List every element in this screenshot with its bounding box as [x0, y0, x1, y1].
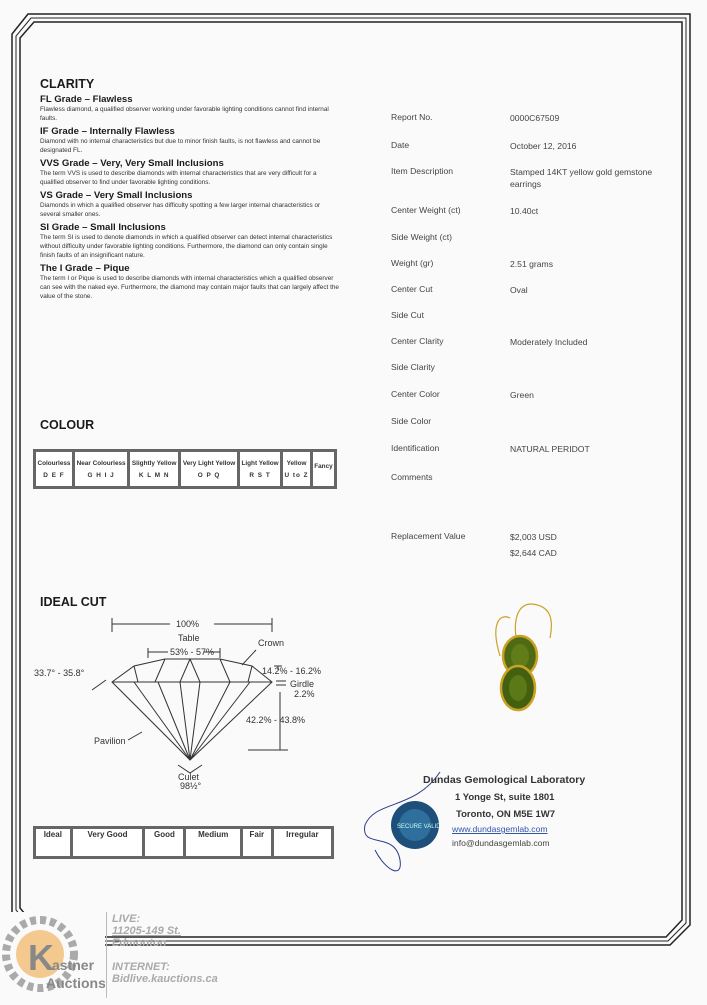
report-field-label: Identification	[391, 443, 440, 453]
auction-city: Edmonton	[112, 937, 167, 949]
colour-grade-letters: G H I J	[87, 471, 115, 479]
report-field-label: Side Weight (ct)	[391, 232, 452, 242]
lab-name: Dundas Gemological Laboratory	[423, 774, 586, 786]
report-field-label: Center Weight (ct)	[391, 205, 461, 215]
diameter-label: 100%	[176, 619, 200, 629]
cut-grade-cell: Medium	[186, 829, 240, 856]
colour-grade-name: Colourless	[37, 459, 71, 467]
clarity-grade-heading: The I Grade – Pique	[40, 263, 130, 274]
replacement-cad: $2,644 CAD	[510, 548, 557, 558]
report-field-value: Moderately Included	[510, 337, 588, 347]
clarity-grade-heading: FL Grade – Flawless	[40, 94, 133, 105]
report-field-label: Weight (gr)	[391, 258, 434, 268]
replacement-usd: $2,003 USD	[510, 532, 557, 542]
colour-grade-name: Yellow	[286, 459, 307, 467]
girdle-label: Girdle	[290, 679, 315, 689]
lab-address-line2: Toronto, ON M5E 1W7	[456, 809, 556, 820]
table-range: 53% - 57%	[170, 647, 215, 657]
earrings-photo	[470, 598, 570, 723]
pavilion-label: Pavilion	[94, 736, 126, 746]
colour-grade-cell	[240, 452, 280, 486]
replacement-value-label: Replacement Value	[391, 531, 466, 541]
footer-divider	[106, 912, 107, 998]
clarity-grade-description: The term SI is used to denote diamonds in which a qualified observer can detect internal characteristics without difficulty under favorable lighting conditions. Furthermore, the diamond can only contain single finish faults of an insignificant nature.	[40, 234, 333, 259]
colour-grade-cell	[313, 452, 334, 486]
colour-grade-cell	[75, 452, 127, 486]
svg-text:K: K	[28, 937, 54, 978]
colour-grade-letters: R S T	[249, 471, 271, 479]
kastner-logo	[0, 912, 105, 1000]
colour-grade-letters: K L M N	[138, 471, 170, 479]
table-label: Table	[178, 633, 200, 643]
cut-grade-cell: Ideal	[36, 829, 70, 856]
colour-grade-cell	[36, 452, 72, 486]
report-field-value: NATURAL PERIDOT	[510, 444, 590, 454]
auction-address: 11205-149 St.	[112, 925, 181, 937]
clarity-grade-heading: SI Grade – Small Inclusions	[40, 222, 166, 233]
culet-label: Culet	[178, 772, 200, 782]
cut-grade-cell: Fair	[243, 829, 271, 856]
diamond-proportions-diagram	[30, 610, 350, 790]
report-field-label: Center Clarity	[391, 336, 444, 346]
cut-grade-cell: Irregular	[274, 829, 331, 856]
report-field-value: 2.51 grams	[510, 259, 553, 269]
lab-address-line1: 1 Yonge St, suite 1801	[455, 792, 555, 803]
colour-grade-letters: O P Q	[197, 471, 221, 479]
clarity-title: CLARITY	[40, 77, 95, 91]
clarity-grade-description: Flawless diamond, a qualified observer working under favorable lighting conditions cannot find internal faults.	[40, 106, 329, 122]
internet-label: INTERNET:	[112, 961, 170, 973]
colour-grade-name: Slightly Yellow	[131, 459, 177, 467]
clarity-grade-description: Diamond with no internal characteristics but due to minor finish faults, is not flawless and cannot be designated FL.	[40, 138, 321, 154]
colour-title: COLOUR	[40, 418, 95, 432]
live-label: LIVE:	[112, 913, 141, 925]
lab-email: info@dundasgemlab.com	[452, 838, 550, 848]
pavilion-depth: 42.2% - 43.8%	[246, 715, 306, 725]
report-field-value: 0000C67509	[510, 113, 560, 123]
svg-text:astner: astner	[52, 957, 95, 973]
colour-grade-letters: U to Z	[284, 471, 309, 479]
report-field-value: Stamped 14KT yellow gold gemstone earrings	[510, 167, 653, 189]
colour-grade-cell	[181, 452, 237, 486]
culet-angle: 98½°	[180, 781, 202, 790]
clarity-grade-heading: IF Grade – Internally Flawless	[40, 126, 175, 137]
crown-angle: 33.7° - 35.8°	[34, 668, 85, 678]
report-field-label: Side Cut	[391, 310, 424, 320]
clarity-grade-description: The term I or Pique is used to describe diamonds with internal characteristics which a qualified observer can see with the naked eye. Furthermore, the diamond may contain major faults that can largely affect the value of the stone.	[40, 275, 339, 300]
crown-label: Crown	[258, 638, 285, 648]
colour-grade-name: Light Yellow	[241, 459, 279, 467]
report-field-value: Oval	[510, 285, 528, 295]
cut-grade-cell: Very Good	[73, 829, 143, 856]
report-field-value: October 12, 2016	[510, 141, 577, 151]
colour-scale-table	[33, 449, 337, 489]
clarity-grade-description: The term VVS is used to describe diamonds with internal characteristics that are very difficult for a qualified observer to find under favorable lighting conditions.	[40, 170, 317, 186]
ideal-cut-title: IDEAL CUT	[40, 595, 107, 609]
colour-grade-cell	[130, 452, 178, 486]
report-field-label: Side Color	[391, 416, 432, 426]
report-field-label: Center Color	[391, 389, 440, 399]
report-field-label: Item Description	[391, 166, 454, 176]
report-field-value: Green	[510, 390, 534, 400]
footer-live-block	[112, 913, 218, 985]
cut-grade-table	[33, 826, 334, 859]
clarity-grade-heading: VVS Grade – Very, Very Small Inclusions	[40, 158, 224, 169]
bidlive-url[interactable]: Bidlive.kauctions.ca	[112, 973, 218, 985]
clarity-grade-description: Diamonds in which a qualified observer has difficulty spotting a few larger internal characteristics or several smaller ones.	[40, 202, 321, 218]
report-field-value: 10.40ct	[510, 206, 539, 216]
report-field-label: Center Cut	[391, 284, 433, 294]
signature-and-seal	[355, 770, 465, 885]
report-field-label: Comments	[391, 472, 433, 482]
clarity-section	[40, 77, 340, 301]
report-field-label: Date	[391, 140, 410, 150]
colour-grade-name: Fancy	[314, 463, 333, 470]
hologram-seal-text: SECURE VALID	[397, 824, 441, 830]
colour-grade-name: Near Colourless	[76, 459, 126, 467]
lab-website-link[interactable]: www.dundasgemlab.com	[452, 824, 548, 834]
crown-height: 14.2% - 16.2%	[262, 666, 322, 676]
colour-grade-letters: D E F	[43, 471, 65, 479]
colour-grade-name: Very Light Yellow	[182, 459, 236, 467]
report-field-label: Report No.	[391, 112, 433, 122]
colour-grade-cell	[283, 452, 310, 486]
girdle-value: 2.2%	[294, 689, 315, 699]
report-field-label: Side Clarity	[391, 362, 435, 372]
svg-text:Auctions: Auctions	[46, 975, 105, 991]
clarity-grade-heading: VS Grade – Very Small Inclusions	[40, 190, 193, 201]
cut-grade-cell: Good	[145, 829, 183, 856]
